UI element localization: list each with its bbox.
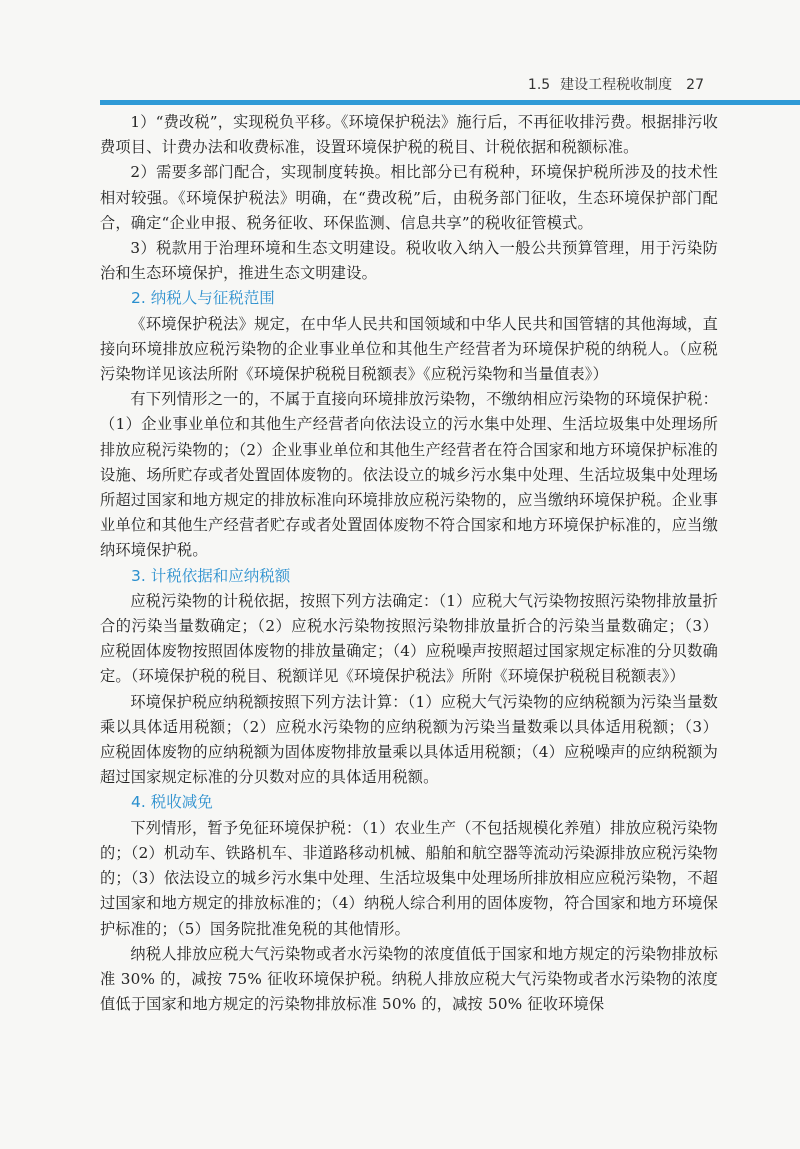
paragraph-fee-to-tax: 1）“费改税”，实现税负平移。《环境保护税法》施行后，不再征收排污费。根据排污收费项目、计费办法和收费标准，设置环境保护税的税目、计税依据和税额标准。 (100, 113, 718, 157)
paragraph-reductions: 纳税人排放应税大气污染物或者水污染物的浓度值低于国家和地方规定的污染物排放标准 30% 的，减按 75% 征收环境保护税。纳税人排放应税大气污染物或者水污染物的浓度值低于国家和地方规定的污染物排放标准 50% 的，减按 50% 征收环境保 (100, 944, 718, 1014)
paragraph-multi-department: 2）需要多部门配合，实现制度转换。相比部分已有税种，环境保护税所涉及的技术性相对较强。《环境保护税法》明确，在“费改税”后，由税务部门征收，生态环境保护部门配合，确定“企业申报、税务征收、环保监测、信息共享”的税收征管模式。 (100, 163, 718, 232)
header-section-title: 建设工程税收制度 (560, 77, 673, 93)
page-content (100, 110, 718, 1017)
header-section-number: 1.5 (527, 77, 551, 93)
running-header (0, 64, 800, 104)
heading-tax-basis: 3. 计税依据和应纳税额 (131, 566, 291, 585)
header-text (528, 74, 704, 94)
paragraph-tax-basis: 应税污染物的计税依据，按照下列方法确定：（1）应税大气污染物按照污染物排放量折合的污染当量数确定；（2）应税水污染物按照污染物排放量折合的污染当量数确定；（3）应税固体废物按照固体废物的排放量确定；（4）应税噪声按照超过国家规定标准的分贝数确定。（环境保护税的税目、税额详见《环境保护税法》所附《环境保护税税目税额表》） (100, 591, 718, 686)
paragraph-taxpayer-definition: 《环境保护税法》规定，在中华人民共和国领域和中华人民共和国管辖的其他海域，直接向环境排放应税污染物的企业事业单位和其他生产经营者为环境保护税的纳税人。（应税污染物详见该法所附《环境保护税税目税额表》《应税污染物和当量值表》） (100, 314, 718, 384)
paragraph-exclusions: 有下列情形之一的，不属于直接向环境排放污染物，不缴纳相应污染物的环境保护税：（1）企业事业单位和其他生产经营者向依法设立的污水集中处理、生活垃圾集中处理场所排放应税污染物的；（2）企业事业单位和其他生产经营者在符合国家和地方环境保护标准的设施、场所贮存或者处置固体废物的。依法设立的城乡污水集中处理、生活垃圾集中处理场所超过国家和地方规定的排放标准向环境排放应税污染物的，应当缴纳环境保护税。企业事业单位和其他生产经营者贮存或者处置固体废物不符合国家和地方环境保护标准的，应当缴纳环境保护税。 (100, 390, 718, 560)
paragraph-tax-calculation: 环境保护税应纳税额按照下列方法计算：（1）应税大气污染物的应纳税额为污染当量数乘以具体适用税额；（2）应税水污染物的应纳税额为污染当量数乘以具体适用税额；（3）应税固体废物的应纳税额为固体废物排放量乘以具体适用税额；（4）应税噪声的应纳税额为超过国家规定标准的分贝数对应的具体适用税额。 (100, 692, 718, 787)
header-rule (100, 100, 800, 105)
page-number: 27 (686, 77, 704, 93)
paragraph-tax-usage: 3）税款用于治理环境和生态文明建设。税收收入纳入一般公共预算管理，用于污染防治和生态环境保护，推进生态文明建设。 (100, 239, 718, 283)
paragraph-exemptions: 下列情形，暂予免征环境保护税：（1）农业生产（不包括规模化养殖）排放应税污染物的；（2）机动车、铁路机车、非道路移动机械、船舶和航空器等流动污染源排放应税污染物的；（3）依法设立的城乡污水集中处理、生活垃圾集中处理场所排放相应应税污染物，不超过国家和地方规定的排放标准的；（4）纳税人综合利用的固体废物，符合国家和地方环境保护标准的；（5）国务院批准免税的其他情形。 (100, 818, 718, 938)
heading-tax-relief: 4. 税收减免 (131, 793, 213, 812)
heading-taxpayer-scope: 2. 纳税人与征税范围 (131, 289, 275, 308)
